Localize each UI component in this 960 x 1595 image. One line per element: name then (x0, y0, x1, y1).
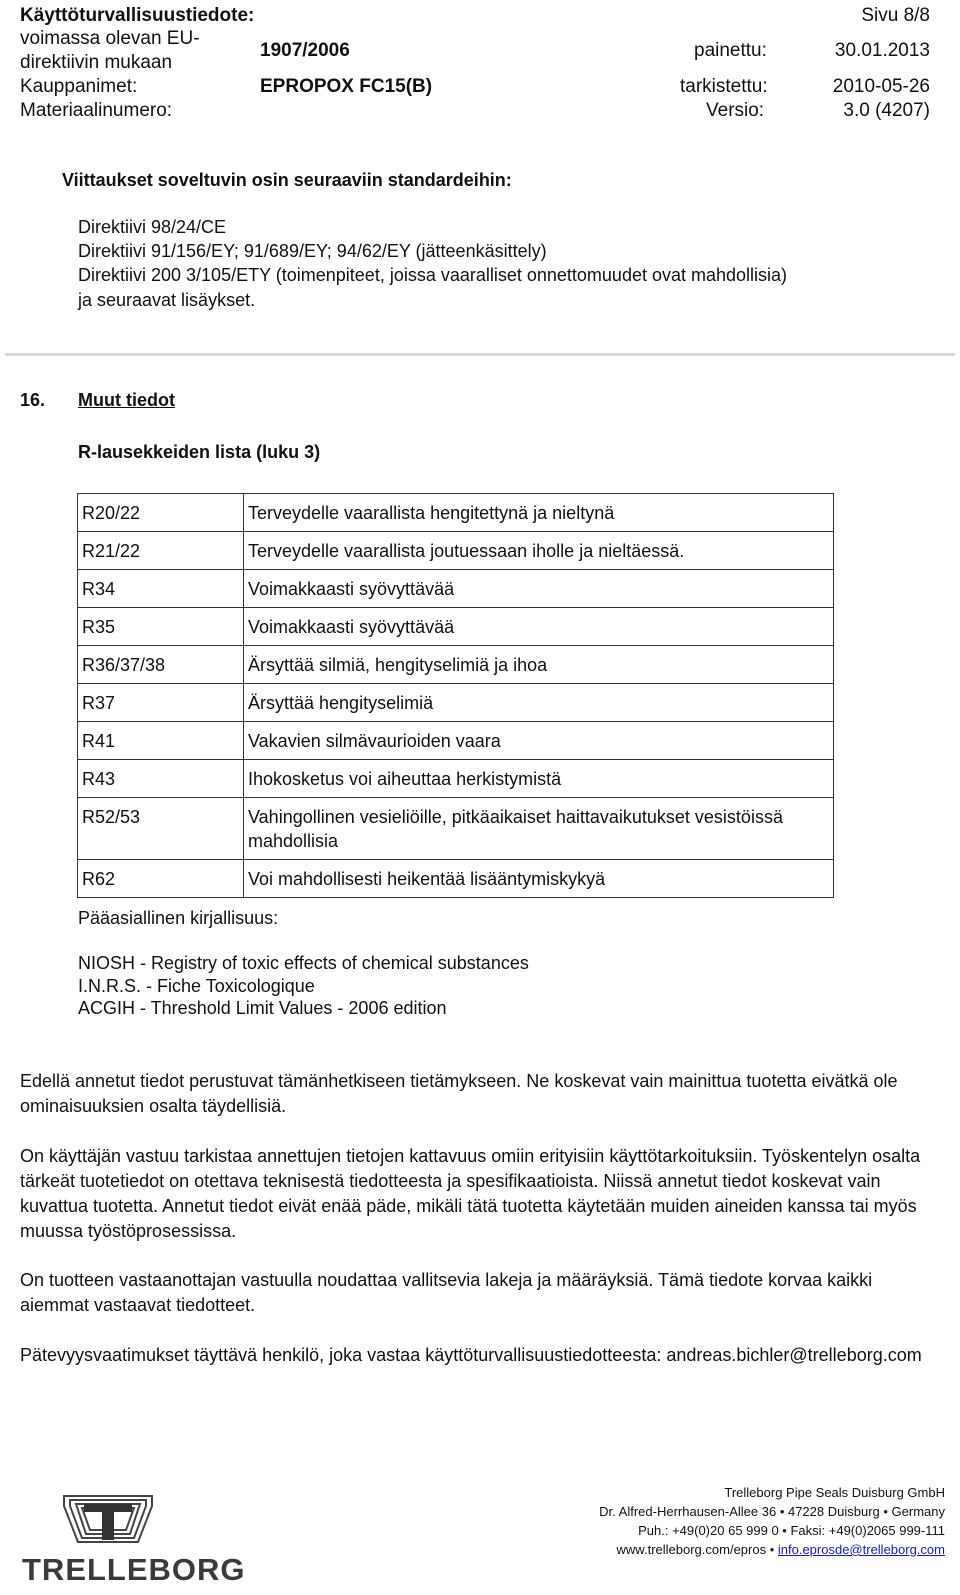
company-address: Dr. Alfred-Herrhausen-Allee 36 • 47228 Duisburg • Germany (599, 1504, 945, 1519)
validity-line-1: voimassa olevan EU- (20, 28, 200, 49)
regulation-number: 1907/2006 (260, 40, 350, 61)
disclaimer-paragraph: Pätevyysvaatimukset täyttävä henkilö, joka vastaa käyttöturvallisuustiedotteesta: andreas.bichler@trelleborg.com (20, 1345, 922, 1365)
disclaimer-paragraph: Edellä annetut tiedot perustuvat tämänhetkiseen tietämykseen. Ne koskevat vain mainittua tuotetta eivätkä ole ominaisuuksien osalta täydellisiä. (20, 1071, 898, 1116)
table-row (78, 798, 834, 860)
company-phone: Puh.: +49(0)20 65 999 0 • Faksi: +49(0)2065 999-111 (638, 1523, 945, 1538)
r-code: R37 (78, 684, 244, 722)
literature-item: ACGIH - Threshold Limit Values - 2006 edition (78, 998, 447, 1018)
r-text: Ärsyttää hengityselimiä (244, 684, 834, 722)
section-number: 16. (20, 390, 46, 410)
r-text: Terveydelle vaarallista hengitettynä ja nieltynä (244, 494, 834, 532)
r-code: R21/22 (78, 532, 244, 570)
table-row (78, 532, 834, 570)
disclaimer-paragraph: On käyttäjän vastuu tarkistaa annettujen tietojen kattavuus omiin erityisiin käyttötarkoituksiin. Työskentelyn osalta tärkeät tuotetiedot on otettava teknisestä tiedotteesta ja spesifikaatioista. Niissä annetut tiedot koskevat vain kuvattua tuotetta. Annetut tiedot eivät enää päde, mikäli tätä tuotetta käytetään muiden aineiden kanssa tai myös muussa työstöprosessissa. (20, 1146, 921, 1241)
r-text: Ärsyttää silmiä, hengityselimiä ja ihoa (244, 646, 834, 684)
table-row (78, 860, 834, 898)
r-text: Vahingollinen vesieliöille, pitkäaikaiset haittavaikutukset vesistöissä mahdollisia (244, 798, 834, 860)
r-code: R41 (78, 722, 244, 760)
table-row (78, 722, 834, 760)
r-code: R62 (78, 860, 244, 898)
material-number-label: Materiaalinumero: (20, 100, 173, 121)
r-code: R20/22 (78, 494, 244, 532)
r-code: R43 (78, 760, 244, 798)
r-code: R52/53 (78, 798, 244, 860)
document-title: Käyttöturvallisuustiedote: (20, 5, 255, 26)
printed-label: painettu: (694, 40, 767, 61)
literature-item: NIOSH - Registry of toxic effects of chemical substances (78, 953, 529, 973)
standards-heading: Viittaukset soveltuvin osin seuraaviin standardeihin: (62, 170, 512, 190)
r-code: R35 (78, 608, 244, 646)
r-phrases-heading: R-lausekkeiden lista (luku 3) (78, 442, 321, 462)
standards-line: Direktiivi 98/24/CE (78, 217, 227, 237)
section-title: Muut tiedot (78, 390, 175, 410)
r-text: Voi mahdollisesti heikentää lisääntymiskykyä (244, 860, 834, 898)
standards-line: Direktiivi 91/156/EY; 91/689/EY; 94/62/EY (jätteenkäsittely) (78, 241, 547, 261)
r-text: Vakavien silmävaurioiden vaara (244, 722, 834, 760)
disclaimer-paragraph: On tuotteen vastaanottajan vastuulla noudattaa vallitsevia lakeja ja määräyksiä. Tämä tiedote korvaa kaikki aiemmat vastaavat tiedotteet. (20, 1270, 873, 1315)
company-website[interactable]: www.trelleborg.com/epros • (616, 1542, 778, 1557)
validity-line-2: direktiivin mukaan (20, 52, 173, 73)
checked-date: 2010-05-26 (832, 76, 930, 97)
section-divider (5, 353, 955, 356)
r-text: Terveydelle vaarallista joutuessaan iholle ja nieltäessä. (244, 532, 834, 570)
company-name: Trelleborg Pipe Seals Duisburg GmbH (724, 1485, 945, 1500)
r-code: R36/37/38 (78, 646, 244, 684)
standards-line: ja seuraavat lisäykset. (78, 290, 256, 310)
tradename: EPROPOX FC15(B) (260, 76, 433, 97)
tradename-label: Kauppanimet: (20, 76, 138, 97)
printed-date: 30.01.2013 (834, 40, 930, 61)
table-row (78, 760, 834, 798)
page-number: Sivu 8/8 (861, 5, 930, 26)
table-row (78, 608, 834, 646)
table-row (78, 646, 834, 684)
table-row (78, 570, 834, 608)
version-label: Versio: (706, 100, 765, 121)
logo-wordmark: TRELLEBORG (22, 1552, 246, 1587)
r-phrases-table (77, 493, 834, 898)
checked-label: tarkistettu: (680, 76, 768, 97)
r-text: Voimakkaasti syövyttävää (244, 570, 834, 608)
literature-item: I.N.R.S. - Fiche Toxicologique (78, 976, 315, 996)
r-text: Ihokosketus voi aiheuttaa herkistymistä (244, 760, 834, 798)
table-row (78, 494, 834, 532)
company-contact (617, 1540, 945, 1559)
version-value: 3.0 (4207) (843, 100, 930, 121)
standards-line: Direktiivi 200 3/105/ETY (toimenpiteet, joissa vaaralliset onnettomuudet ovat mahdollisia) (78, 265, 788, 285)
r-text: Voimakkaasti syövyttävää (244, 608, 834, 646)
r-code: R34 (78, 570, 244, 608)
literature-heading: Pääasiallinen kirjallisuus: (78, 908, 279, 928)
table-row (78, 684, 834, 722)
company-email-link[interactable]: info.eprosde@trelleborg.com (777, 1542, 945, 1557)
trelleborg-logo (22, 1490, 246, 1590)
